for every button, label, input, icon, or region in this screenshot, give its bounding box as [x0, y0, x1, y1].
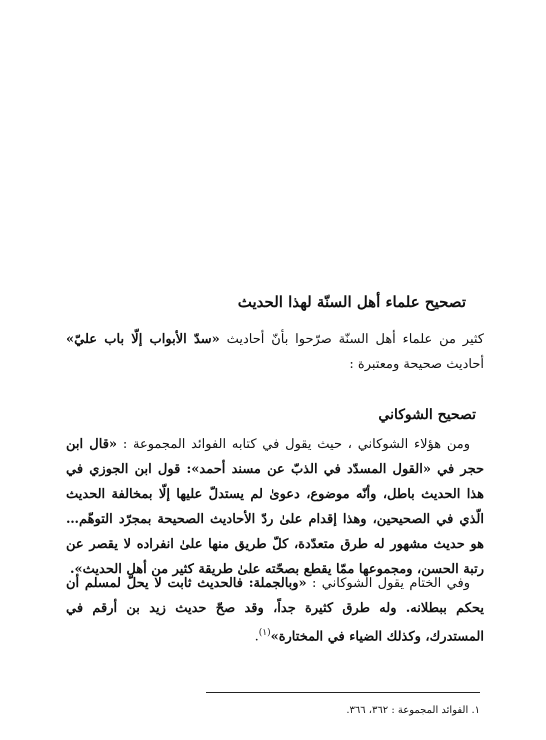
shawkani-paragraph	[66, 432, 484, 582]
section-heading-sunni-scholars: تصحيح علماء أهل السنّة لهذا الحديث	[237, 293, 466, 311]
conclusion-paragraph	[66, 571, 484, 649]
intro-text-end: أحاديث صحيحة ومعتبرة :	[349, 357, 484, 372]
conclusion-period: .	[254, 629, 259, 645]
footnote-divider	[206, 692, 480, 693]
shawkani-intro-text: ومن هؤلاء الشوكاني ، حيث يقول في كتابه الفوائد المجموعة :	[117, 437, 470, 452]
footnote-text: ١. الفوائد المجموعة : ٣٦٢، ٣٦٦.	[346, 705, 480, 716]
intro-text-start: كثير من علماء أهل السنّة صرّحوا بأنّ أحاديث	[219, 332, 484, 347]
intro-hadith-quote: «سدّ الأبواب إلّا باب عليّ»	[66, 332, 220, 347]
conclusion-quote: «وبالجملة: فالحديث ثابت لا يحلّ لمسلم أن يحكم ببطلانه. وله طرق كثيرة جداً، وقد صحّ حديث زيد بن أرقم في المستدرك، وكذلك الضياء في المختارة»	[66, 576, 484, 645]
footnote-reference[interactable]: (١)	[258, 628, 271, 638]
ibn-hajar-quote: «قال ابن حجر في «القول المسدّد في الذبّ عن مسند أحمد»: قول ابن الجوزي في هذا الحديث باطل، وأنّه موضوع، دعوىٰ لم يستدلّ عليها إلّا بمخالفة الحديث الّذي في الصحيحين، وهذا إقدام علىٰ ردّ الأحاديث الصحيحة بمجرّد التوهّم… هو حديث مشهور له طرق متعدّدة، كلّ طريق منها علىٰ انفراده لا يقصر عن رتبة الحسن، ومجموعها ممّا يقطع بصحّته علىٰ طريقة كثير من أهل الحديث».	[66, 437, 484, 577]
intro-paragraph	[66, 327, 484, 377]
conclusion-intro-text: وفي الختام يقول الشوكاني :	[306, 576, 470, 591]
section-heading-shawkani: تصحيح الشوكاني	[378, 407, 476, 423]
